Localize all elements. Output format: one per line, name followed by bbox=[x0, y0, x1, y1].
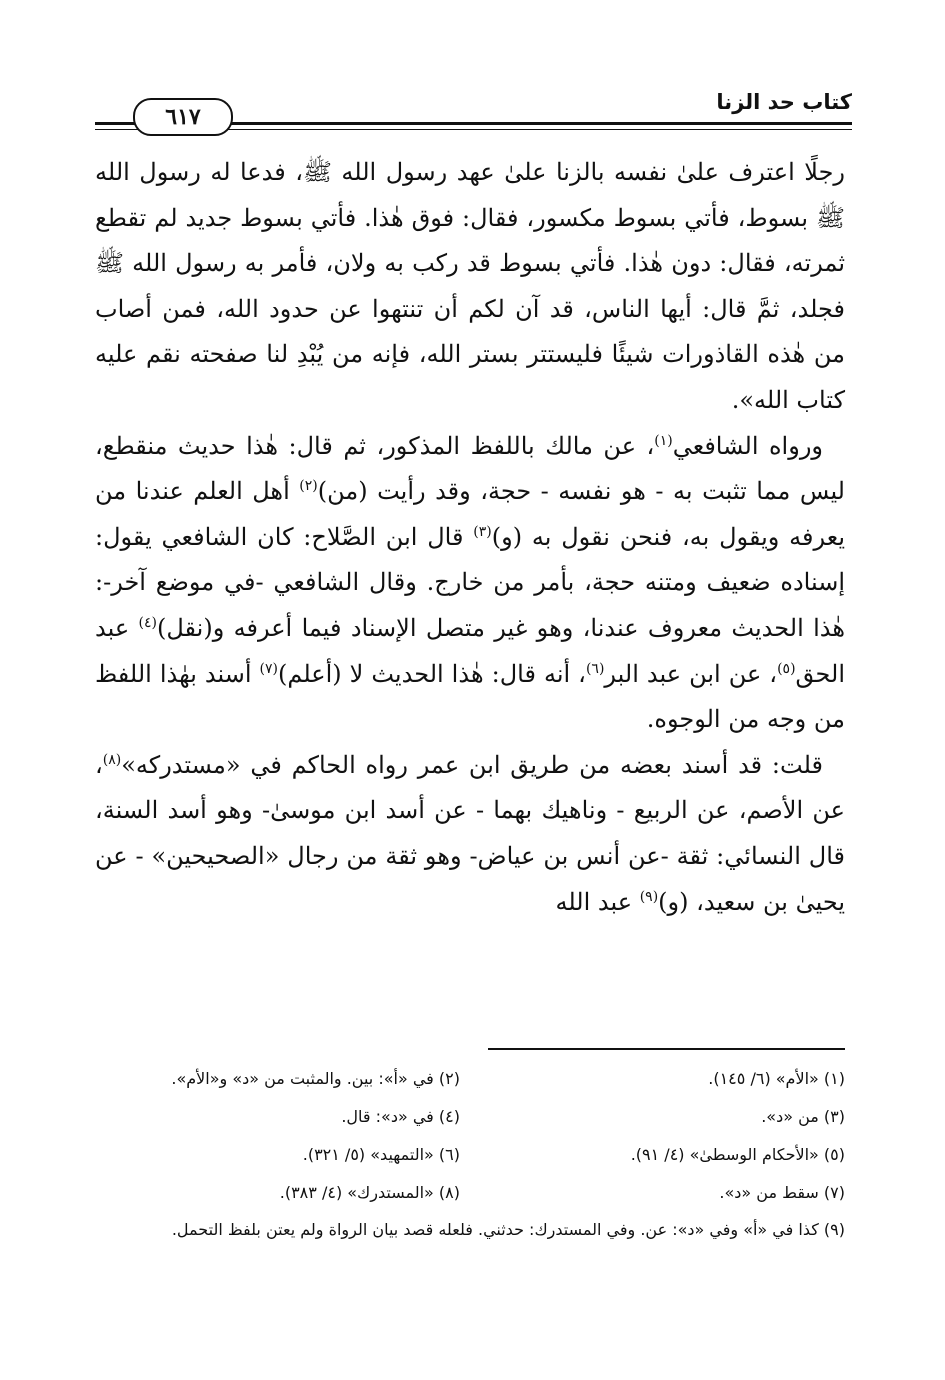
text-run: ورواه الشافعي bbox=[672, 431, 823, 460]
text-run: عبد الله bbox=[555, 887, 640, 916]
footnote-marker: (٨) bbox=[102, 751, 122, 768]
text-run: ، عن مالك باللفظ المذكور، ثم قال: هٰذا حديث منقطع، ليس مما تثبت به - هو نفسه - حجة، وقد رأيت (من) bbox=[95, 431, 845, 506]
text-run: أسند بهٰذا اللفظ من وجه من الوجوه. bbox=[95, 659, 845, 734]
footnote: (٢) في «أ»: بين. والمثبت من «د» و«الأم». bbox=[171, 1069, 460, 1088]
page-number: ٦١٧ bbox=[133, 98, 233, 136]
footnote: (٧) سقط من «د». bbox=[719, 1183, 845, 1202]
text-run: ، عن الأصم، عن الربيع - وناهيك بهما - عن أسد ابن موسىٰ- وهو أسد السنة، قال النسائي: ثقة -عن أنس بن عياض- وهو ثقة من رجال «الصحيحين» - عن يحيىٰ بن سعيد، (و) bbox=[95, 750, 846, 916]
footnote-marker: (٧) bbox=[259, 660, 278, 677]
text-run: عبد الحق bbox=[95, 613, 846, 688]
footnote: (٣) من «د». bbox=[761, 1107, 845, 1126]
text-run: أهل العلم عندنا من يعرفه ويقول به، فنحن نقول به (و) bbox=[95, 477, 845, 551]
running-title: كتاب حد الزنا bbox=[716, 90, 852, 114]
footnote: (٥) «الأحكام الوسطىٰ» (٤/ ٩١). bbox=[630, 1145, 845, 1164]
footnote-marker: (٤) bbox=[138, 614, 157, 631]
footnotes bbox=[95, 1060, 845, 1247]
footnote: (٤) في «د»: قال. bbox=[341, 1107, 460, 1126]
footnote-marker: (٥) bbox=[777, 660, 796, 677]
footnote-separator bbox=[488, 1048, 845, 1050]
text-run: قال ابن الصَّلاح: كان الشافعي يقول: إسناده ضعيف ومتنه حجة، بأمر من خارج. وقال الشافعي -في موضع آخر-: هٰذا الحديث معروف عندنا، وهو غير متصل الإسناد فيما أعرفه و(نقل) bbox=[95, 522, 845, 642]
footnote: (٦) «التمهيد» (٥/ ٣٢١). bbox=[302, 1145, 460, 1164]
footnote: (١) «الأم» (٦/ ١٤٥). bbox=[708, 1069, 845, 1088]
text-run: رجلًا اعترف علىٰ نفسه بالزنا علىٰ عهد رسول الله ﷺ، فدعا له رسول الله ﷺ بسوط، فأتي بسوط مكسور، فقال: فوق هٰذا. فأتي بسوط جديد لم تقطع ثمرته، فقال: دون هٰذا. فأتي بسوط قد ركب به ولان، فأمر به رسول الله ﷺ فجلد، ثمَّ قال: أيها الناس، قد آن لكم أن تنتهوا عن حدود الله، فمن أصاب من هٰذه القاذورات شيئًا فليستتر بستر الله، فإنه من يُبْدِ لنا صفحته نقم عليه كتاب الله». bbox=[95, 158, 846, 414]
body-paragraph bbox=[95, 150, 845, 424]
main-text bbox=[95, 150, 845, 925]
footnote-grid bbox=[95, 1060, 845, 1212]
body-paragraph bbox=[95, 743, 845, 925]
footnote-marker: (٩) bbox=[639, 888, 659, 905]
footnote-marker: (٢) bbox=[299, 478, 318, 495]
text-run: ، أنه قال: هٰذا الحديث لا (أعلم) bbox=[278, 659, 586, 688]
footnote: (٨) «المستدرك» (٤/ ٣٨٣). bbox=[279, 1183, 460, 1202]
footnote-marker: (٦) bbox=[585, 660, 605, 677]
footnote-9: (٩) كذا في «أ» وفي «د»: عن. وفي المستدرك: حدثني. فلعله قصد بيان الرواة ولم يعتن بلفظ التحمل. bbox=[171, 1220, 845, 1239]
footnote-marker: (٣) bbox=[473, 523, 492, 540]
page-header bbox=[95, 80, 852, 140]
text-run: ، عن ابن عبد البر bbox=[604, 659, 778, 688]
footnote-marker: (١) bbox=[654, 432, 673, 449]
body-paragraph bbox=[95, 424, 845, 743]
text-run: قلت: قد أسند بعضه من طريق ابن عمر رواه الحاكم في «مستدركه» bbox=[121, 750, 823, 779]
